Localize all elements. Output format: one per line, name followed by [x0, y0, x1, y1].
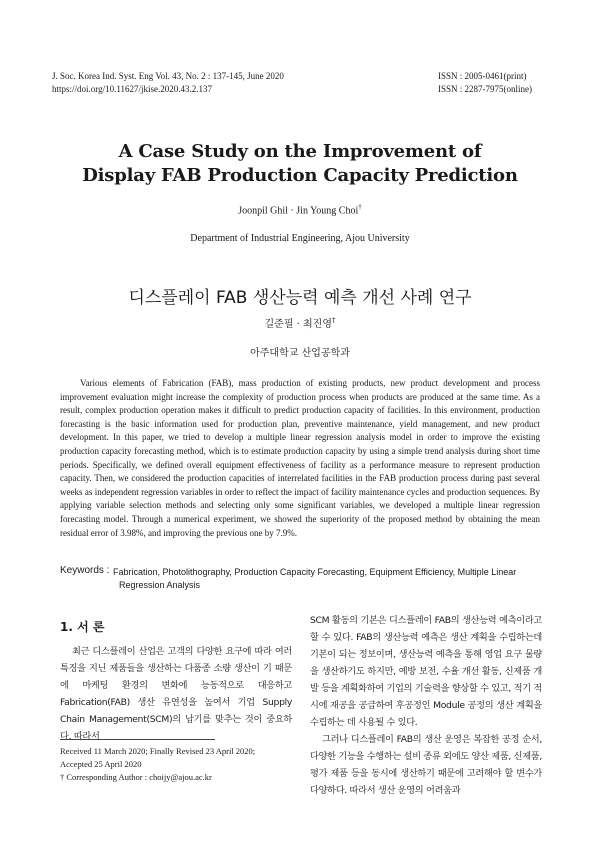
corresponding-mark-ko: † [332, 316, 336, 325]
department-en: Department of Industrial Engineering, Ajou University [190, 233, 410, 244]
received-date: Received 11 March 2020; Finally Revised 23 April 2020; [60, 746, 256, 756]
issn-block [438, 70, 558, 96]
paper-title-en [0, 140, 600, 188]
author-names: Joonpil Ghil · Jin Young Choi [238, 205, 359, 217]
doi-link[interactable]: https://doi.org/10.11627/jkise.2020.43.2.137 [52, 84, 213, 94]
intro-paragraph-1: SCM 활동의 기본은 디스플레이 FAB의 생산능력 예측이라고 할 수 있다. FAB의 생산능력 예측은 생산 계획을 수립하는데 기본이 되는 정보이며, 생산능력 예측을 통해 영업 요구 물량을 생산하기도 하지만, 예방 보전, 수율 개선 활동, 신제품 개발 등을 계획화하여 기업의 기술력을 향상할 수 있고, 적기 적시에 재공을 공급하여 후공정인 Module 공정의 생산 계획을 수립하는 데 사용될 수 있다. [310, 615, 543, 728]
title-line-2: Display FAB Production Capacity Prediction [82, 165, 518, 186]
intro-right-column [310, 612, 542, 799]
journal-header [52, 70, 284, 96]
intro-paragraph-2: 그러나 디스플레이 FAB의 생산 운영은 복잡한 공정 순서, 다양한 기능을 수행하는 설비 종류 외에도 양산 제품, 신제품, 평가 제품 등을 동시에 생산하기 때문에 고려해야 할 변수가 다양하다. 따라서 생산 운영의 어려움과 [310, 734, 543, 796]
paper-title-ko: 디스플레이 FAB 생산능력 예측 개선 사례 연구 [128, 288, 472, 308]
footnote-divider [60, 739, 215, 740]
footnote [60, 745, 292, 784]
authors-en [0, 203, 600, 216]
corresponding-mark: † [358, 203, 362, 211]
title-line-1: A Case Study on the Improvement of [118, 141, 482, 162]
issn-online: ISSN : 2287-7975(online) [438, 84, 532, 94]
author-names-ko: 길준필 · 최진영 [264, 319, 332, 330]
corresponding-author: † Corresponding Author : choijy@ajou.ac.kr [60, 772, 212, 782]
intro-left-column: 최근 디스플레이 산업은 고객의 다양한 요구에 따라 여러 특징을 지닌 제품들을 생산하는 다품종 소량 생산이 기 때문에 마케팅 환경의 변화에 능동적으로 대응하고 Fabrication(FAB) 생산 유연성을 높여서 기업 Supply Chain Management(SCM)의 납기를 맞추는 것이 중요하다. 따라서 [60, 646, 292, 742]
journal-citation: J. Soc. Korea Ind. Syst. Eng Vol. 43, No. 2 : 137-145, June 2020 [52, 71, 284, 81]
keywords-list: Fabrication, Photolithography, Production Capacity Forecasting, Equipment Efficiency, Multiple Linear Regression Analysis [113, 567, 517, 590]
keywords-label: Keywords : [60, 565, 110, 576]
abstract: Various elements of Fabrication (FAB), mass production of existing products, new product development and process improvement evaluation might increase the complexity of production process when products are produced at the same time. As a result, complex production operation makes it difficult to predict production capacity of facilities. In this environment, production forecasting is the basic information used for production plan, preventive maintenance, yield management, and new product development. In this paper, we tried to develop a multiple linear regression analysis model in order to improve the existing production capacity forecasting method, which is to estimate production capacity by using a simple trend analysis during short time periods. Specifically, we defined overall equipment effectiveness of facility as a performance measure to represent production capacity. Then, we considered the production capacities of interrelated facilities in the FAB production process during past several weeks as independent regression variables in order to reflect the impact of facility maintenance cycles and production sequences. By applying variable selection methods and selecting only some significant variables, we developed a multiple linear regression forecasting model. Through a numerical experiment, we showed the superiority of the proposed method by obtaining the mean residual error of 3.98%, and improving the previous one by 7.9%. [60, 378, 540, 538]
authors-ko [0, 315, 600, 330]
section-heading-introduction: 1. 서 론 [60, 620, 105, 634]
issn-print: ISSN : 2005-0461(print) [438, 71, 527, 81]
department-ko: 아주대학교 산업공학과 [250, 348, 350, 359]
accepted-date: Accepted 25 April 2020 [60, 759, 142, 769]
